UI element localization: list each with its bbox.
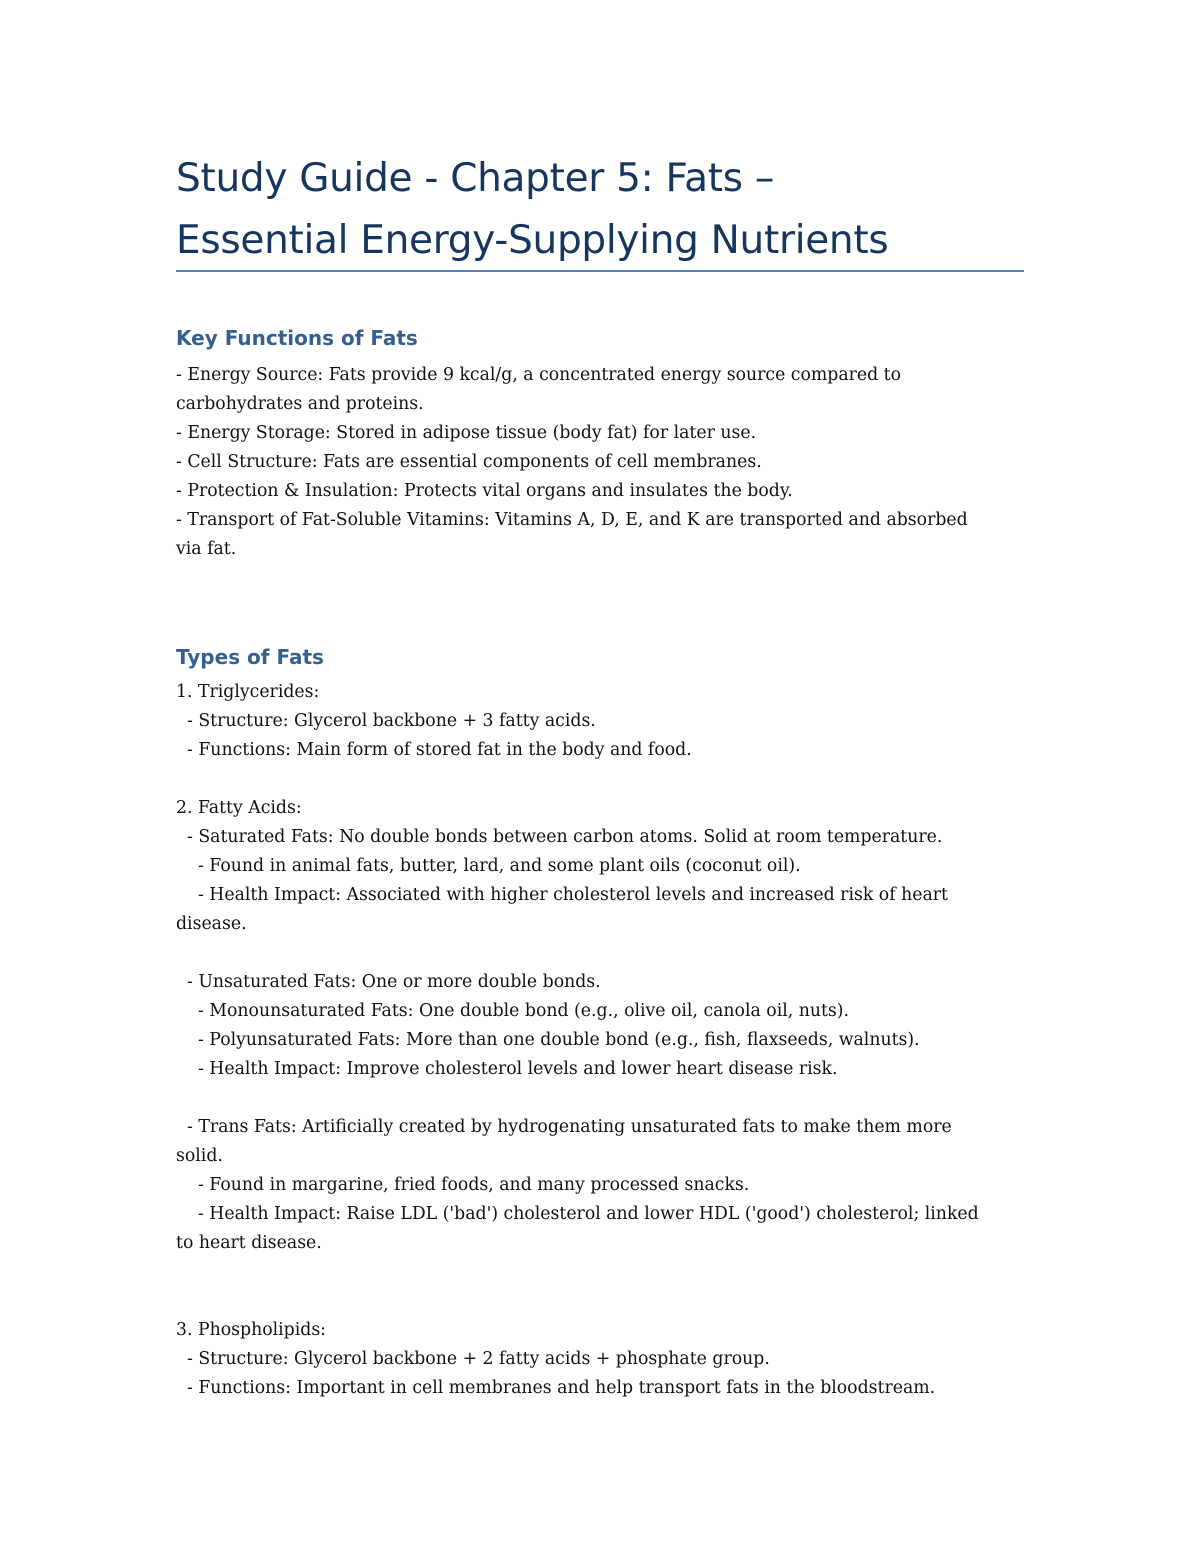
text-line: - Cell Structure: Fats are essential components of cell membranes.: [176, 452, 762, 472]
title-underline-rule: [176, 270, 1024, 272]
text-line: - Transport of Fat-Soluble Vitamins: Vitamins A, D, E, and K are transported and absorbed: [176, 510, 968, 530]
blank-line: [176, 1287, 1026, 1316]
text-line: - Health Impact: Associated with higher cholesterol levels and increased risk of heart: [176, 885, 948, 905]
blank-line: [176, 1258, 1026, 1287]
blank-line: [176, 1084, 1026, 1113]
text-line: via fat.: [176, 539, 237, 559]
text-line: - Trans Fats: Artificially created by hydrogenating unsaturated fats to make them more: [176, 1117, 952, 1137]
text-line: - Energy Storage: Stored in adipose tissue (body fat) for later use.: [176, 423, 757, 443]
text-line: - Found in animal fats, butter, lard, and some plant oils (coconut oil).: [176, 856, 801, 876]
text-line: - Structure: Glycerol backbone + 2 fatty acids + phosphate group.: [176, 1349, 770, 1369]
text-line: - Health Impact: Improve cholesterol levels and lower heart disease risk.: [176, 1059, 838, 1079]
text-line: 3. Phospholipids:: [176, 1320, 327, 1340]
text-line: carbohydrates and proteins.: [176, 394, 424, 414]
text-line: - Unsaturated Fats: One or more double bonds.: [176, 972, 601, 992]
title-line-1: Study Guide - Chapter 5: Fats –: [176, 156, 775, 201]
text-line: 1. Triglycerides:: [176, 682, 320, 702]
blank-line: [176, 765, 1026, 794]
text-line: to heart disease.: [176, 1233, 322, 1253]
text-line: - Functions: Important in cell membranes and help transport fats in the bloodstream.: [176, 1378, 936, 1398]
text-line: - Protection & Insulation: Protects vital organs and insulates the body.: [176, 481, 793, 501]
types-of-fats-list: [176, 678, 1026, 1403]
text-line: - Polyunsaturated Fats: More than one double bond (e.g., fish, flaxseeds, walnuts).: [176, 1030, 920, 1050]
title-line-2: Essential Energy-Supplying Nutrients: [176, 218, 889, 263]
heading-types-of-fats: Types of Fats: [176, 645, 324, 669]
text-line: - Energy Source: Fats provide 9 kcal/g, a concentrated energy source compared to: [176, 365, 902, 385]
blank-line: [176, 939, 1026, 968]
text-line: 2. Fatty Acids:: [176, 798, 302, 818]
key-functions-list: [176, 361, 1026, 564]
text-line: - Saturated Fats: No double bonds between carbon atoms. Solid at room temperature.: [176, 827, 943, 847]
text-line: - Found in margarine, fried foods, and many processed snacks.: [176, 1175, 750, 1195]
text-line: solid.: [176, 1146, 223, 1166]
text-line: disease.: [176, 914, 247, 934]
text-line: - Monounsaturated Fats: One double bond (e.g., olive oil, canola oil, nuts).: [176, 1001, 850, 1021]
text-line: - Structure: Glycerol backbone + 3 fatty acids.: [176, 711, 596, 731]
heading-key-functions: Key Functions of Fats: [176, 326, 418, 350]
document-title: [176, 148, 1026, 272]
text-line: - Functions: Main form of stored fat in the body and food.: [176, 740, 692, 760]
text-line: - Health Impact: Raise LDL ('bad') cholesterol and lower HDL ('good') cholesterol; linked: [176, 1204, 979, 1224]
